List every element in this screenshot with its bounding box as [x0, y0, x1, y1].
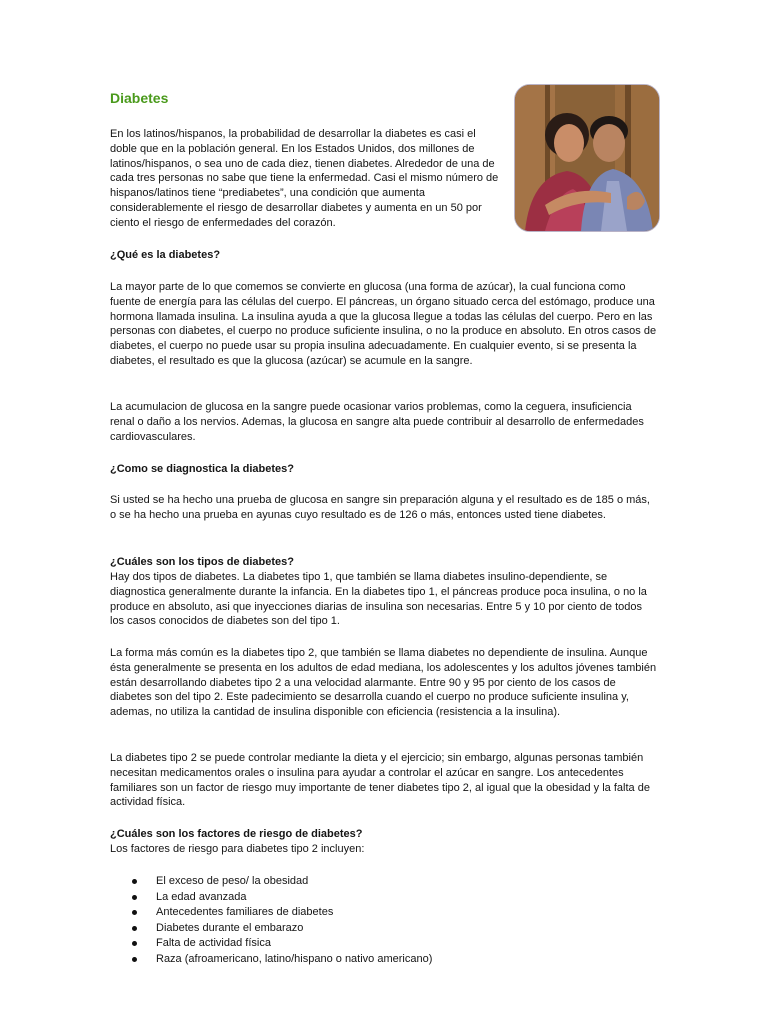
couple-photo — [514, 84, 660, 232]
bullet-icon — [132, 957, 137, 962]
risk-factors-intro: Los factores de riesgo para diabetes tipo 2 incluyen: — [110, 843, 365, 855]
intro-paragraph: En los latinos/hispanos, la probabilidad de desarrollar la diabetes es casi el doble que en la población general. En los Estados Unidos, dos millones de latinos/hispanos, o sea uno de cada diez, tienen diabetes. Alrededor de una de cada tres personas no sabe que tiene la enfermedad. Casi el mismo número de hispanos/latinos tiene “prediabetes”, una condición que aumenta considerablemente el riesgo de desarrollar diabetes y aumenta en un 50 por ciento el riesgo de enfermedades del corazón. — [110, 128, 499, 229]
list-item — [110, 952, 432, 968]
risk-factors-list — [110, 874, 432, 968]
list-item — [110, 936, 432, 952]
section-heading-what-is: ¿Qué es la diabetes? — [110, 249, 221, 261]
list-item — [110, 905, 432, 921]
section-heading-diagnosis: ¿Como se diagnostica la diabetes? — [110, 463, 294, 475]
section-types-paragraph-2: La forma más común es la diabetes tipo 2, que también se llama diabetes no dependiente de insulina. Aunque ésta generalmente se presenta en los adultos de edad mediana, los adolescentes y los adultos jóvenes también están desarrollando diabetes tipo 2 a una velocidad alarmante. Entre 90 y 95 por ciento de los casos de diabetes son del tipo 2. Este padecimiento se desarrolla cuando el cuerpo no produce suficiente insulina y, ademas, no utiliza la cantidad de insulina disponible con eficiencia (resistencia a la insulina). — [110, 647, 657, 719]
section-diagnosis-paragraph: Si usted se ha hecho una prueba de glucosa en sangre sin preparación alguna y el resultado es de 185 o más, o se ha hecho una prueba en ayunas cuyo resultado es de 126 o más, entonces usted tiene diabetes. — [110, 494, 650, 521]
bullet-icon — [132, 926, 137, 931]
list-item-text: La edad avanzada — [156, 890, 247, 903]
section-types-paragraph-3: La diabetes tipo 2 se puede controlar mediante la dieta y el ejercicio; sin embargo, algunas personas también necesitan medicamentos orales o insulina para ayudar a controlar el azúcar en sangre. Los antecedentes familiares son un factor de riesgo muy importante de tener diabetes tipo 2, al igual que la obesidad y la falta de actividad física. — [110, 752, 650, 809]
section-heading-types: ¿Cuáles son los tipos de diabetes? — [110, 556, 294, 568]
bullet-icon — [132, 879, 137, 884]
list-item — [110, 921, 432, 937]
bullet-icon — [132, 895, 137, 900]
list-item — [110, 874, 432, 890]
section-what-is-paragraph-2: La acumulacion de glucosa en la sangre puede ocasionar varios problemas, como la ceguera, insuficiencia renal o daño a los nervios. Ademas, la glucosa en sangre alta puede contribuir al desarrollo de enfermedades cardiovasculares. — [110, 401, 644, 443]
list-item — [110, 890, 432, 906]
couple-photo-image — [515, 85, 659, 231]
list-item-text: El exceso de peso/ la obesidad — [156, 875, 309, 887]
list-item-text: Antecedentes familiares de diabetes — [156, 906, 334, 919]
list-item-text: Falta de actividad física — [156, 937, 271, 950]
bullet-icon — [132, 910, 137, 915]
list-item-text: Diabetes durante el embarazo — [156, 921, 304, 934]
section-what-is-paragraph-1: La mayor parte de lo que comemos se convierte en glucosa (una forma de azúcar), la cual funciona como fuente de energía para las células del cuerpo. El páncreas, un órgano situado cerca del estómago, produce una hormona llamada insulina. La insulina ayuda a que la glucosa llegue a todas las células del cuerpo. Pero en las personas con diabetes, el cuerpo no produce suficiente insulina, o no la produce en absoluto. En otros casos de diabetes, el cuerpo no puede usar su propia insulina adecuadamente. En cualquier evento, si se presenta la diabetes, el resultado es que la glucosa (azúcar) se acumule en la sangre. — [110, 281, 657, 367]
page-title: Diabetes — [110, 90, 169, 106]
list-item-text: Raza (afroamericano, latino/hispano o nativo americano) — [156, 952, 433, 965]
bullet-icon — [132, 941, 137, 946]
section-heading-risk-factors: ¿Cuáles son los factores de riesgo de diabetes? — [110, 828, 363, 840]
section-types-paragraph-1: Hay dos tipos de diabetes. La diabetes tipo 1, que también se llama diabetes insulino-dependiente, se diagnostica generalmente durante la infancia. En la diabetes tipo 1, el páncreas produce poca insulina, o no la produce en absoluto, asi que inyecciones diarias de insulina son necesarias. Entre 5 y 10 por ciento de todos los casos conocidos de diabetes son del tipo 1. — [110, 571, 647, 628]
